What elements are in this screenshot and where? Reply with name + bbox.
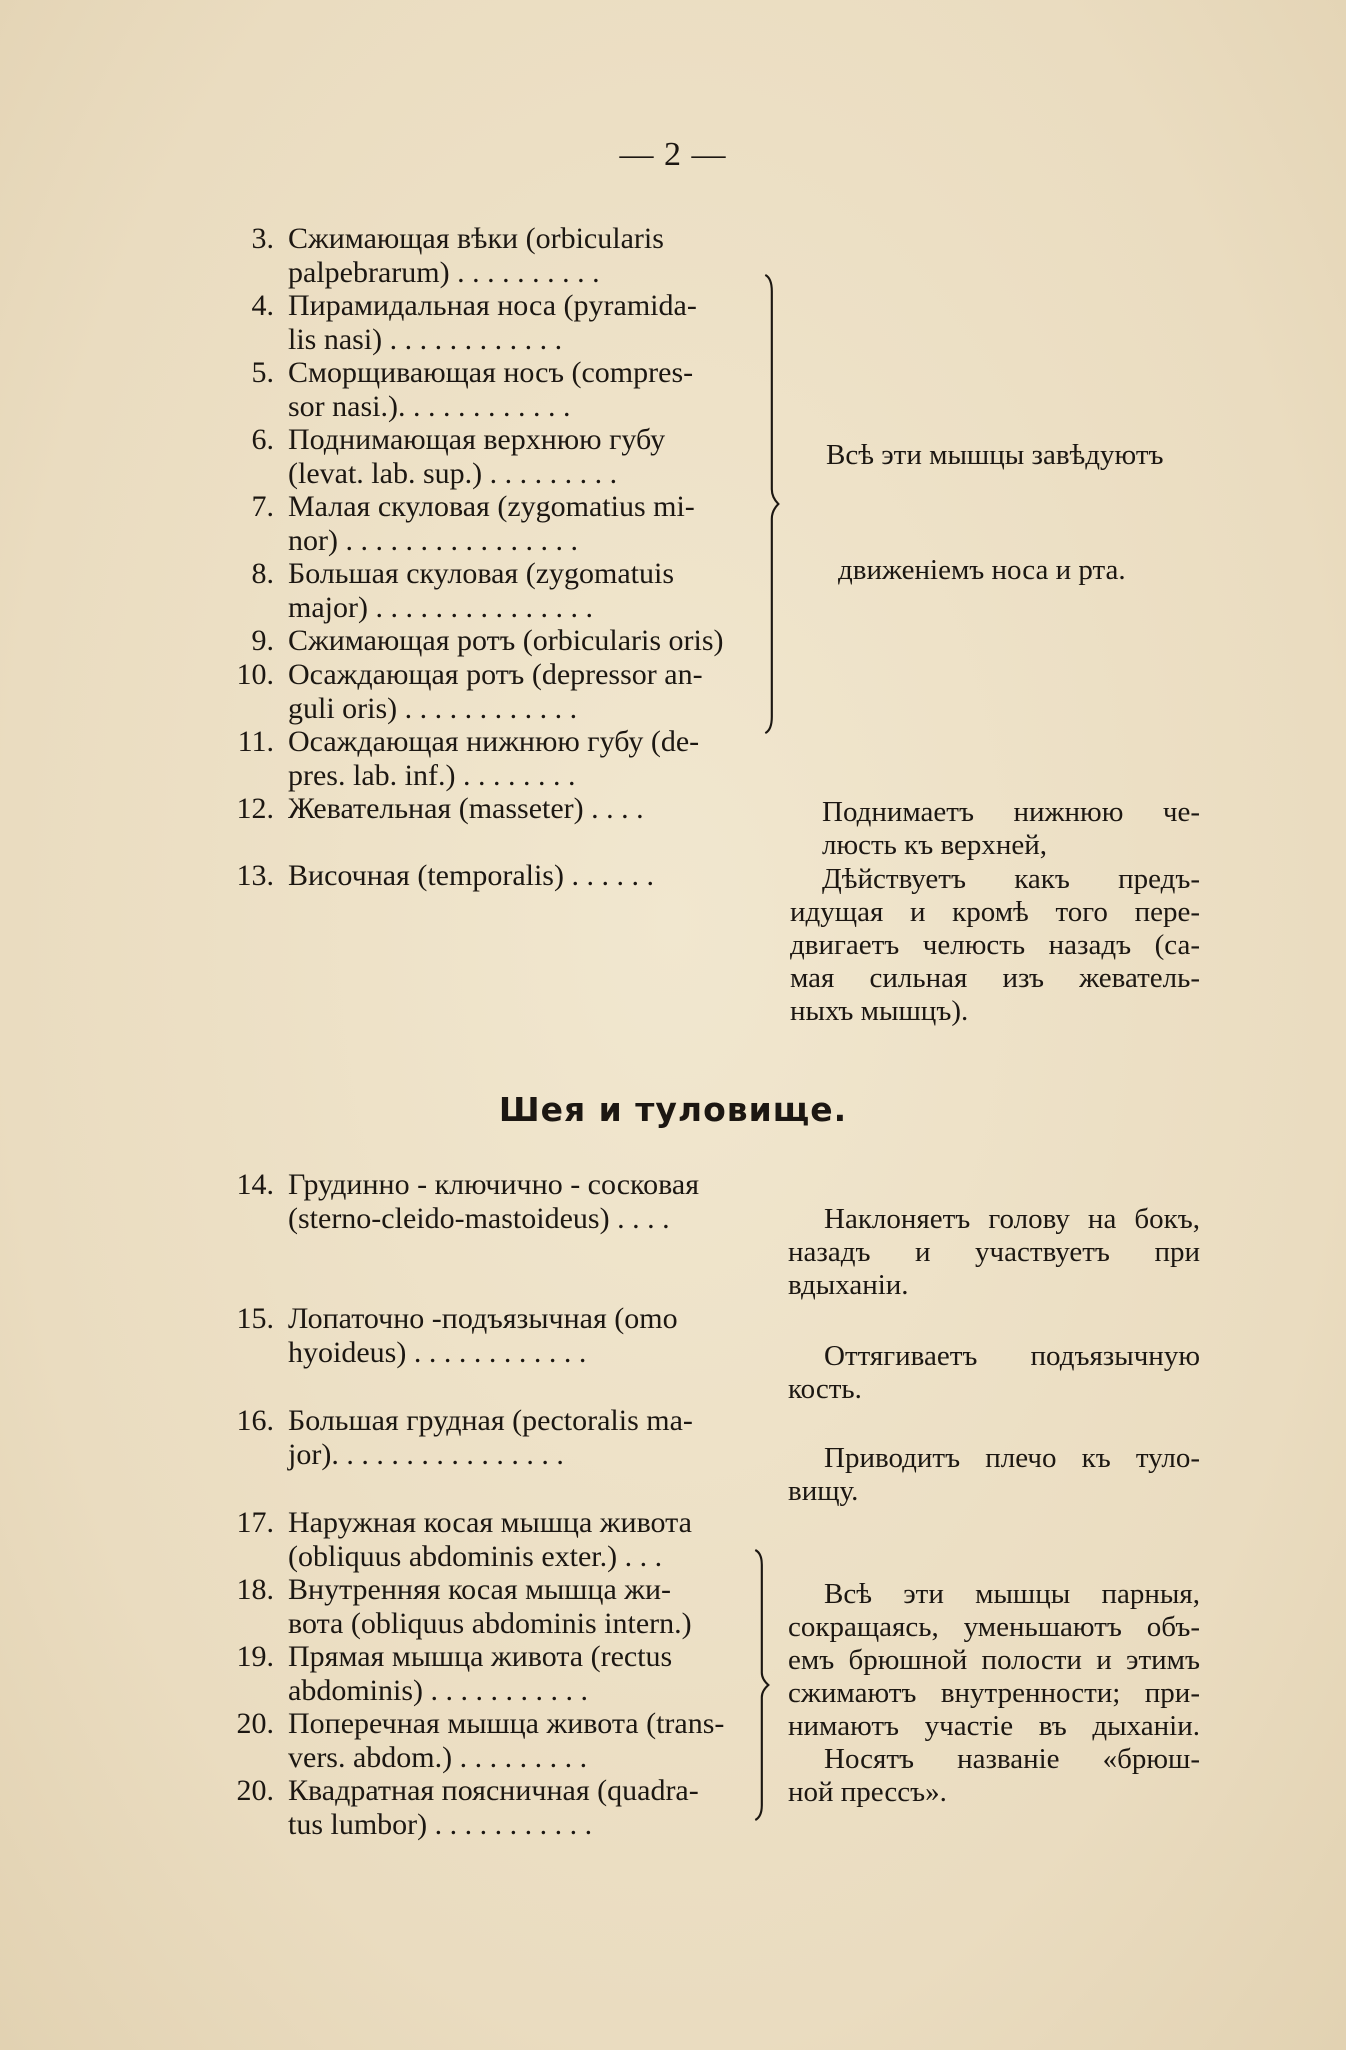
desc-15 — [788, 1340, 1200, 1406]
entry-text: Сморщивающая носъ (compres- — [288, 356, 694, 389]
entry-number: 11. — [237, 725, 274, 758]
group-description-2 — [838, 554, 1250, 587]
entry-number: 6. — [251, 423, 274, 456]
desc-line: сжимаютъ внутренности; при- — [788, 1677, 1200, 1709]
entry-text-cont: вота (obliquus abdominis intern.) — [288, 1607, 692, 1640]
entry-text: Сжимающая вѣки (orbicularis — [288, 222, 664, 255]
muscle-entry — [212, 1640, 742, 1708]
entry-number: 13. — [236, 859, 274, 892]
entry-text-cont: sor nasi.). . . . . . . . . . . . — [288, 390, 571, 423]
entry-text: Поднимающая верхнюю губу — [288, 423, 666, 456]
entry-text-cont: palpebrarum) . . . . . . . . . . — [288, 256, 600, 289]
desc-line: Приводитъ плечо къ туло- — [824, 1442, 1200, 1474]
entry-text: Пирамидальная носа (pyramida- — [288, 289, 697, 322]
desc-line: вищу. — [788, 1475, 859, 1507]
entry-number: 3. — [251, 222, 274, 255]
entry-text-cont: tus lumbor) . . . . . . . . . . . — [288, 1808, 593, 1841]
entry-text: Височная (temporalis) . . . . . . — [288, 859, 654, 892]
entry-text-cont: pres. lab. inf.) . . . . . . . . — [288, 759, 576, 792]
entry-number: 18. — [236, 1573, 274, 1606]
desc-12 — [822, 796, 1200, 862]
muscle-entry — [212, 1404, 742, 1472]
entry-number: 12. — [236, 792, 274, 825]
entry-text: Жевательная (masseter) . . . . — [288, 792, 644, 825]
entry-text: Грудинно - ключично - сосковая — [288, 1168, 699, 1201]
entry-text: Квадратная поясничная (quadra- — [288, 1774, 699, 1807]
entry-text: Наружная косая мышца живота — [288, 1506, 692, 1539]
desc-line: двигаетъ челюсть назадъ (са- — [790, 929, 1200, 961]
desc-line: ныхъ мышцъ). — [790, 995, 969, 1027]
entry-number: 17. — [236, 1506, 274, 1539]
desc-14 — [788, 1203, 1200, 1302]
entry-text: Осаждающая ротъ (depressor an- — [288, 658, 703, 691]
section-heading: Шея и туловище. — [498, 1090, 848, 1129]
desc-line: вдыханiи. — [788, 1269, 909, 1301]
entry-text-cont: (levat. lab. sup.) . . . . . . . . . — [288, 457, 618, 490]
desc-line: назадъ и участвуетъ при — [788, 1236, 1200, 1268]
desc-16 — [788, 1442, 1200, 1508]
entry-text-cont: (obliquus abdominis exter.) . . . — [288, 1540, 663, 1573]
entry-text-cont: major) . . . . . . . . . . . . . . . — [288, 591, 593, 624]
entry-text: Лопаточно -подъязычная (omo — [288, 1302, 678, 1335]
entry-text: Малая скуловая (zygomatius mi- — [288, 490, 695, 523]
entry-text-cont: vers. abdom.) . . . . . . . . . — [288, 1741, 588, 1774]
page-number: — 2 — — [619, 136, 727, 173]
entry-number: 20. — [236, 1774, 274, 1807]
entry-number: 20. — [236, 1707, 274, 1740]
muscle-entry — [212, 1707, 742, 1775]
desc-line: Носятъ названiе «брюш- — [824, 1743, 1200, 1775]
entry-text: Внутренняя косая мышца жи- — [288, 1573, 672, 1606]
muscle-entry — [212, 1573, 742, 1641]
entry-number: 5. — [251, 356, 274, 389]
muscle-list-trunk — [212, 0, 752, 2050]
entry-number: 8. — [251, 557, 274, 590]
entry-number: 10. — [236, 658, 274, 691]
desc-line: мая сильная изъ жеватель- — [790, 962, 1200, 994]
entry-text-cont: abdominis) . . . . . . . . . . . — [288, 1674, 588, 1707]
group-description — [826, 439, 1238, 472]
desc-line: Оттягиваетъ подъязычную — [824, 1340, 1200, 1372]
desc-line: ной прессъ». — [788, 1776, 947, 1808]
entry-number: 7. — [251, 490, 274, 523]
entry-number: 14. — [236, 1168, 274, 1201]
muscle-entry — [212, 1774, 742, 1842]
desc-line: Поднимаетъ нижнюю че- — [822, 796, 1200, 828]
entry-text-cont: (sterno-cleido-mastoideus) . . . . — [288, 1202, 670, 1235]
entry-text-cont: hyoideus) . . . . . . . . . . . . — [288, 1336, 587, 1369]
desc-line: Дѣйствуетъ какъ предъ- — [822, 863, 1200, 895]
entry-text: Сжимающая ротъ (orbicularis oris) — [288, 624, 724, 657]
desc-line: люсть къ верхней, — [822, 829, 1048, 861]
entry-number: 9. — [251, 624, 274, 657]
desc-13 — [790, 863, 1200, 1028]
desc-line: сокращаясь, уменьшаютъ объ- — [788, 1611, 1200, 1643]
desc-line: емъ брюшной полости и этимъ — [788, 1644, 1200, 1676]
group-desc-line: Всѣ эти мышцы завѣдуютъ — [826, 439, 1164, 471]
entry-number: 15. — [236, 1302, 274, 1335]
group-description-trunk — [788, 1578, 1200, 1809]
desc-line: кость. — [788, 1373, 862, 1405]
entry-text: Прямая мышца живота (rectus — [288, 1640, 673, 1673]
muscle-entry — [212, 1302, 742, 1370]
entry-text-cont: guli oris) . . . . . . . . . . . . — [288, 692, 578, 725]
group-brace — [762, 224, 780, 784]
entry-text: Большая грудная (pectoralis ma- — [288, 1404, 693, 1437]
entry-text: Поперечная мышца живота (trans- — [288, 1707, 725, 1740]
group-brace-trunk — [752, 1520, 770, 1850]
entry-text: Осаждающая нижнюю губу (de- — [288, 725, 700, 758]
desc-line: Наклоняетъ голову на бокъ, — [824, 1203, 1200, 1235]
muscle-entry — [212, 1168, 742, 1236]
desc-line: Всѣ эти мышцы парныя, — [824, 1578, 1200, 1610]
desc-line: идущая и кромѣ того пере- — [790, 896, 1200, 928]
desc-line: нимаютъ участiе въ дыханiи. — [788, 1710, 1200, 1742]
entry-text-cont: nor) . . . . . . . . . . . . . . . . — [288, 524, 578, 557]
entry-text: Большая скуловая (zygomatuis — [288, 557, 675, 590]
group-desc-line: движенiемъ носа и рта. — [838, 554, 1126, 586]
muscle-entry — [212, 1506, 742, 1574]
entry-text-cont: lis nasi) . . . . . . . . . . . . — [288, 323, 563, 356]
entry-number: 16. — [236, 1404, 274, 1437]
entry-text-cont: jor). . . . . . . . . . . . . . . . — [288, 1438, 564, 1471]
entry-number: 19. — [236, 1640, 274, 1673]
entry-number: 4. — [251, 289, 274, 322]
